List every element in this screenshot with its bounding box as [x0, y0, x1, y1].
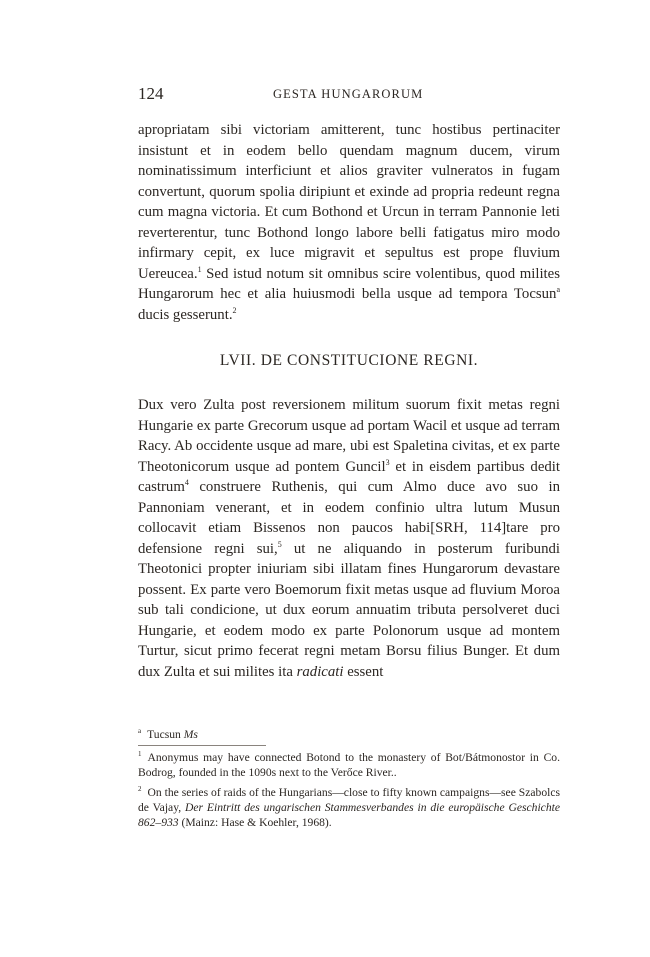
- footnote-ref-5[interactable]: 5: [277, 539, 282, 549]
- paragraph-text: Sed istud notum sit omnibus scire volentibus, quod milites Hungarorum hec et alia huiusmodi bella usque ad tempora Tocsun: [138, 265, 560, 302]
- paragraph-text: construere Ruthenis, qui cum Almo duce avo suo in Pannoniam venerant, et in eodem confinio ultra lutum Musun collocavit etiam Bissenos non paucos habi[SRH, 114]tare pro defensione regni sui,: [138, 479, 560, 557]
- paragraph-continued: [138, 120, 560, 325]
- footnote-divider: [138, 745, 266, 746]
- paragraph-text: essent: [343, 663, 384, 680]
- footnote-ref-3[interactable]: 3: [385, 457, 390, 467]
- footnote-mark: 1: [138, 750, 142, 759]
- footnote-2: [138, 785, 560, 830]
- running-title: GESTA HUNGARORUM: [273, 87, 424, 101]
- footnote-mark: a: [138, 727, 142, 736]
- running-head: [138, 84, 560, 106]
- footnote-italic: Der Eintritt des ungarischen Stammesverbandes in die europäische Geschichte 862–933: [138, 801, 560, 829]
- chapter-heading: LVII. DE CONSTITUCIONE REGNI.: [219, 352, 479, 369]
- footnote-text: (Mainz: Hase & Koehler, 1968).: [178, 816, 332, 829]
- page-number: 124: [138, 84, 164, 103]
- paragraph-text: ut ne aliquando in posterum furibundi Theotonici propter iniuriam sibi illatam fines Hungarorum devastare possent. Ex parte vero Boemorum fixit metas usque ad fluvium Moroa sub tali condicione, ut dux eorum annuatim tributa persolveret duci Hungarie, et eodem modo ex parte Polonorum usque ad montem Turtur, sicut primo fecerat regni metam Borsu filius Bunger. Et dum dux Zulta et sui milites ita: [138, 540, 560, 680]
- paragraph-text: apropriatam sibi victoriam amitterent, tunc hostibus pertinaciter insistunt et in eodem bello quendam magnum ducem, virum nominatissimum interficiunt et alios graviter vulneratos in fugam convertunt, quorum spolia diripiunt et exinde ad propria redeunt regna cum magna victoria. Et cum Bothond et Urcun in terram Pannonie leti reverterentur, tunc Bothond longo labore belli fatigatus miro modo infirmary cepit, ex luce migravit et sepultus est prope fluvium Uereucea.: [138, 122, 560, 282]
- chapter-paragraph: [138, 395, 560, 682]
- footnotes: [138, 727, 560, 830]
- footnote-mark: 2: [138, 785, 142, 794]
- footnote-ref-1[interactable]: 1: [197, 264, 202, 274]
- footnote-text: Tucsun: [147, 728, 184, 741]
- footnote-1: [138, 750, 560, 780]
- footnote-text: On the series of raids of the Hungarians—close to fifty known campaigns—see Szabolcs de Vajay,: [138, 786, 560, 814]
- footnote-ref-2[interactable]: 2: [232, 305, 237, 315]
- footnote-ref-4[interactable]: 4: [184, 478, 189, 488]
- paragraph-text: Dux vero Zulta post reversionem militum suorum fixit metas regni Hungarie ex parte Grecorum usque ad portam Wacil et usque ad terram Racy. Ab occidente usque ad mare, ubi est Spaletina civitas, et ex parte Theotonicorum usque ad pontem Guncil: [138, 397, 560, 475]
- paragraph-text: ducis gesserunt.: [138, 306, 233, 323]
- italic-word: radicati: [296, 663, 344, 680]
- paragraph-text: et in eisdem partibus dedit castrum: [138, 458, 561, 495]
- footnote-a: [138, 727, 560, 742]
- footnote-ref-a[interactable]: a: [556, 285, 560, 295]
- footnote-italic: Ms: [183, 728, 198, 741]
- footnote-text: Anonymus may have connected Botond to the monastery of Bot/Bátmonostor in Co. Bodrog, founded in the 1090s next to the Verőce River..: [138, 751, 560, 779]
